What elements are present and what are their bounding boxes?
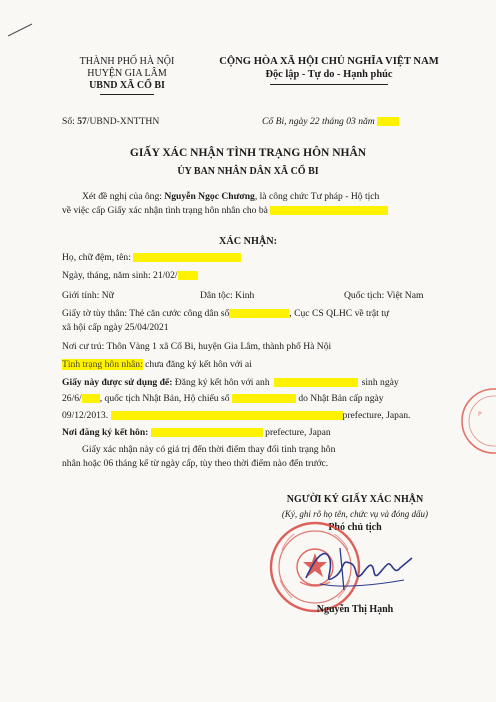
redacted-year — [377, 117, 399, 126]
issuer-name: ỦY BAN NHÂN DÂN XÃ CỔ BI — [177, 166, 319, 177]
intro-prefix: Xét đề nghị của ông: — [82, 191, 165, 202]
field-purpose-line-1 — [62, 377, 399, 389]
register-label: Nơi đăng ký kết hôn: — [62, 427, 149, 438]
signer-heading: NGƯỜI KÝ GIẤY XÁC NHẬN — [286, 494, 424, 505]
purpose-line-2c: do Nhật Bản cấp ngày — [298, 393, 384, 404]
national-title: CỘNG HÒA XÃ HỘI CHỦ NGHĨA VIỆT NAM — [219, 56, 439, 67]
field-name — [62, 252, 241, 264]
purpose-dob: sinh ngày — [361, 377, 399, 388]
redacted-passport — [232, 394, 296, 403]
field-register-place — [62, 427, 331, 439]
field-sex: Giới tính: Nữ — [62, 290, 114, 301]
field-ethnic: Dân tộc: Kinh — [200, 290, 255, 301]
redacted-dob-year — [178, 271, 198, 280]
field-dob — [62, 270, 198, 282]
status-label: Tình trạng hôn nhân: — [62, 359, 143, 370]
register-value: prefecture, Japan — [265, 427, 331, 438]
header-left-rule — [100, 94, 154, 95]
purpose-label: Giấy này được sử dụng để: — [62, 377, 173, 388]
document-number — [62, 116, 159, 128]
intro-line-2-text: về việc cấp Giấy xác nhận tình trạng hôn nhân cho bà — [62, 205, 268, 216]
intro-suffix: , là công chức Tư pháp - Hộ tịch — [254, 191, 380, 202]
number-value: 57 — [77, 116, 87, 127]
place-date — [262, 116, 399, 128]
redacted-partner-year — [82, 394, 100, 403]
document-title: GIẤY XÁC NHẬN TÌNH TRẠNG HÔN NHÂN — [129, 147, 367, 159]
confirm-heading: XÁC NHẬN: — [218, 236, 277, 247]
signer-name: Nguyễn Thị Hạnh — [316, 604, 394, 615]
field-id-line-1 — [62, 308, 389, 320]
validity-line-1: Giấy xác nhận này có giá trị đến thời điểm thay đổi tình trạng hôn — [82, 444, 336, 455]
signer-position: Phó chủ tịch — [328, 522, 382, 533]
handwritten-signature — [300, 538, 420, 598]
signer-note: (Ký, ghi rõ họ tên, chức vụ và đóng dấu) — [281, 509, 429, 519]
field-name-label: Họ, chữ đệm, tên: — [62, 252, 134, 263]
validity-line-2: nhân hoặc 06 tháng kể từ ngày cấp, tùy theo thời điểm nào đến trước. — [62, 458, 329, 469]
intro-line-1 — [82, 191, 379, 203]
field-residence: Nơi cư trú: Thôn Vàng 1 xã Cổ Bi, huyện Gia Lâm, thành phố Hà Nội — [62, 341, 332, 352]
national-motto: Độc lập - Tự do - Hạnh phúc — [265, 69, 393, 80]
field-dob-text: Ngày, tháng, năm sinh: 21/02/ — [62, 270, 178, 281]
field-purpose-line-2 — [62, 393, 384, 405]
redacted-id-number — [229, 309, 289, 318]
purpose-text: Đăng ký kết hôn với anh — [172, 377, 270, 388]
field-id-line-2: xã hội cấp ngày 25/04/2021 — [62, 322, 169, 333]
corner-pen-mark — [6, 20, 36, 40]
header-district: HUYỆN GIA LÂM — [87, 68, 167, 79]
field-purpose-line-3 — [62, 410, 410, 422]
redacted-address — [111, 411, 343, 420]
redacted-applicant — [270, 206, 388, 215]
edge-seal — [448, 386, 496, 456]
purpose-line-2b: , quốc tịch Nhật Bản, Hộ chiếu số — [99, 393, 230, 404]
redacted-partner-name — [274, 378, 358, 387]
intro-line-2 — [62, 205, 388, 217]
redacted-register-place — [151, 428, 263, 437]
purpose-line-2a: 26/6/ — [62, 393, 82, 404]
field-nationality: Quốc tịch: Việt Nam — [344, 290, 424, 301]
header-commune: UBND XÃ CỔ BI — [89, 80, 165, 91]
redacted-name — [133, 253, 241, 262]
purpose-line-3b: prefecture, Japan. — [342, 410, 411, 421]
purpose-line-3a: 09/12/2013. — [62, 410, 109, 421]
field-id-text-a: Giấy tờ tùy thân: Thẻ căn cước công dân số — [62, 308, 230, 319]
official-name: Nguyễn Ngọc Chương — [164, 191, 255, 202]
number-suffix: /UBND-XNTTHN — [86, 116, 160, 127]
svg-text:P: P — [478, 411, 482, 418]
number-prefix: Số: — [62, 116, 78, 127]
field-id-text-b: , Cục CS QLHC về trật tự — [289, 308, 390, 319]
header-right-rule — [270, 84, 388, 85]
place-date-text: Cổ Bi, ngày 22 tháng 03 năm — [262, 116, 375, 127]
header-city: THÀNH PHỐ HÀ NỘI — [79, 56, 175, 67]
status-value: chưa đăng ký kết hôn với ai — [142, 359, 252, 370]
field-marital-status — [62, 359, 252, 371]
